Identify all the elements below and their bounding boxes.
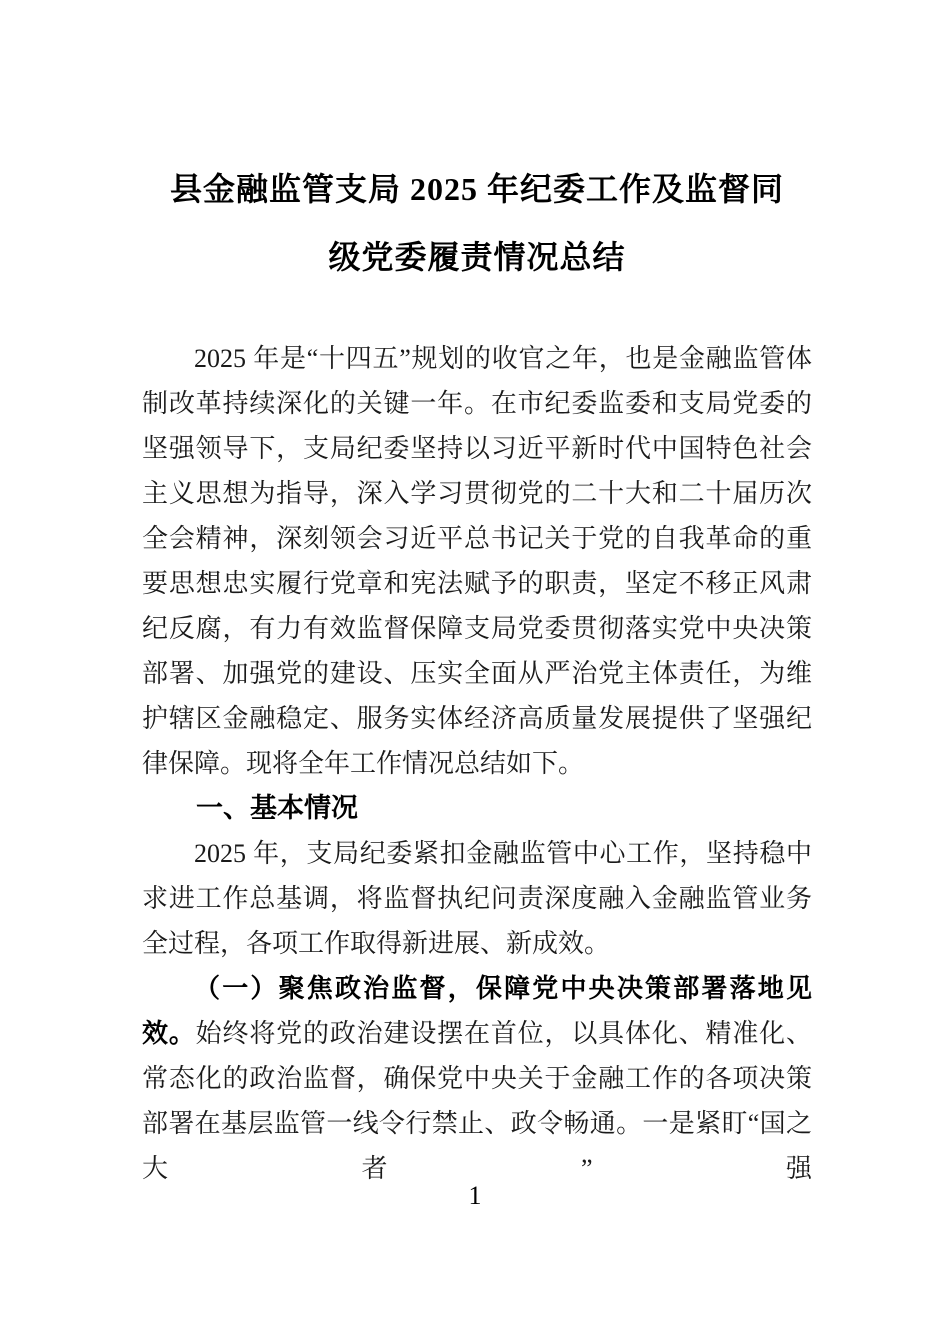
section-1-heading: 一、基本情况	[196, 793, 358, 823]
subsection-1-body-text: 始终将党的政治建设摆在首位，以具体化、精准化、常态化的政治监督，确保党中央关于金融工作的各项决策部署在基层监管一线令行禁止、政令畅通。一是紧盯“国之大者”强	[142, 1019, 812, 1183]
page-footer	[0, 1180, 950, 1212]
intro-paragraph: 2025 年是“十四五”规划的收官之年，也是金融监管体制改革持续深化的关键一年。在市纪委监委和支局党委的坚强领导下，支局纪委坚持以习近平新时代中国特色社会主义思想为指导，深入学习贯彻党的二十大和二十届历次全会精神，深刻领会习近平总书记关于党的自我革命的重要思想忠实履行党章和宪法赋予的职责，坚定不移正风肃纪反腐，有力有效监督保障支局党委贯彻落实党中央决策部署、加强党的建设、压实全面从严治党主体责任，为维护辖区金融稳定、服务实体经济高质量发展提供了坚强纪律保障。现将全年工作情况总结如下。	[142, 344, 812, 778]
page-number: 1	[468, 1181, 482, 1210]
subsection-1-paragraph	[142, 966, 812, 1191]
document-title-line-2: 级党委履责情况总结	[328, 239, 626, 275]
subsection-1-lead: （一）聚焦政治监督，保障党中央决策部署落地见效。	[142, 974, 812, 1048]
document-title	[142, 155, 812, 291]
document-title-line-1: 县金融监管支局 2025 年纪委工作及监督同	[169, 171, 784, 207]
section-1-intro-paragraph: 2025 年，支局纪委紧扣金融监管中心工作，坚持稳中求进工作总基调，将监督执纪问责深度融入金融监管业务全过程，各项工作取得新进展、新成效。	[142, 839, 812, 958]
